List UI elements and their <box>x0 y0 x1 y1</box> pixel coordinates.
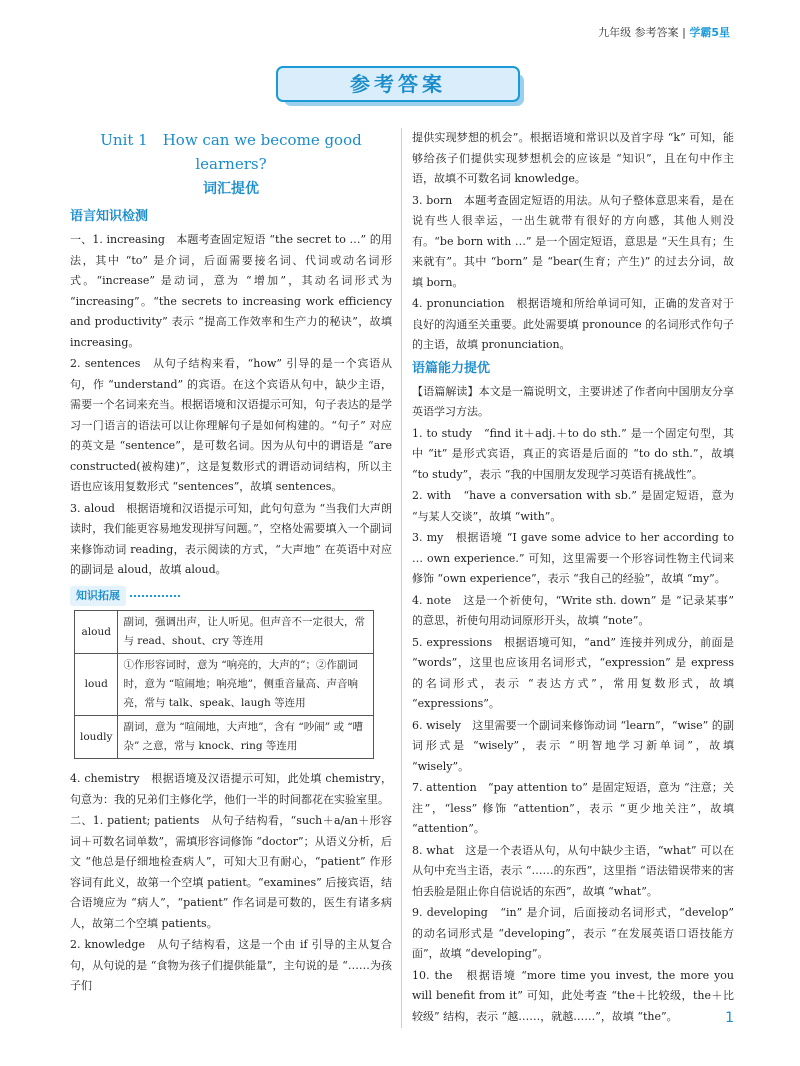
table-desc: 副词，强调出声，让人听见。但声音不一定很大，常与 read、shout、cry 等连用 <box>118 611 374 654</box>
left-column <box>70 128 392 998</box>
section-heading: 语篇能力提优 <box>412 360 491 376</box>
table-row <box>75 716 374 759</box>
answer-paragraph: 3. aloud 根据语境和汉语提示可知，此句句意为 “当我们大声朗读时，我们能更容易地发现拼写问题。”，空格处需要填入一个副词来修饰动词 reading，表示阅读的方式，“大声地” 在英语中对应的副词是 aloud，故填 aloud。 <box>70 501 392 576</box>
answer-paragraph: 4. chemistry 根据语境及汉语提示可知，此处填 chemistry，句意为：我的兄弟们主修化学，他们一半的时间都花在实验室里。 <box>70 772 392 806</box>
answer-paragraph: 二、1. patient; patients 从句子结构看，“such＋a/an＋形容词＋可数名词单数”，需填形容词修饰 “doctor”；从语义分析，后文 “他总是仔细地检查病人”，可知大卫有耐心，“patient” 作形容词有此义，故第一个空填 patient。“examines” 后接宾语，结合语境应为 “病人”，“patient” 作名词是可数的，医生有诸多病人，故第二个空填 patients。 <box>70 814 392 930</box>
section-heading: 语言知识检测 <box>70 209 149 224</box>
right-column <box>412 128 734 1028</box>
answer-paragraph: 4. pronunciation 根据语境和所给单词可知，正确的发音对于良好的沟通至关重要。此处需要填 pronounce 的名词形式作句子的主语，故填 pronunciation。 <box>412 297 734 351</box>
answer-paragraph: 1. to study “find it＋adj.＋to do sth.” 是一个固定句型，其中 “it” 是形式宾语，真正的宾语是后面的 “to do sth.”，故填 “to study”，表示 “我的中国朋友发现学习英语有挑战性”。 <box>412 426 734 481</box>
page-header: 九年级 参考答案 | 学霸5星 <box>598 26 730 39</box>
answer-paragraph: 9. developing “in” 是介词，后面接动名词形式，“develop” 的动名词形式是 “developing”，表示 “在发展英语口语技能方面”，故填 “developing”。 <box>412 906 734 960</box>
grade-label: 九年级 <box>598 26 632 39</box>
table-row <box>75 654 374 716</box>
brand-logo: 学霸5星 <box>689 26 730 39</box>
section-label: 参考答案 <box>634 26 679 39</box>
table-word: loud <box>75 654 118 716</box>
answer-paragraph: 10. the 根据语境 “more time you invest, the more you will benefit from it” 可知，此处考查 “the＋比较级，the＋比较级” 结构，表示 “越……，就越……”，故填 “the”。 <box>412 968 734 1023</box>
knowledge-table <box>74 610 374 759</box>
table-word: loudly <box>75 716 118 759</box>
answer-paragraph: 4. note 这是一个祈使句，“Write sth. down” 是 “记录某事” 的意思，祈使句用动词原形开头，故填 “note”。 <box>412 593 734 627</box>
answer-paragraph: 2. sentences 从句子结构来看，“how” 引导的是一个宾语从句，作 “understand” 的宾语。在这个宾语从句中，缺少主语，需要一个名词来充当。根据语境和汉语提示可知，句子表达的是学习一门语言的语法可以让你理解句子是如何构建的。“句子” 对应的英文是 “sentence”，是可数名词。因为从句中的谓语是 “are constructed(被构建)”，这是复数形式的谓语动词结构，所以主语也应该用复数形式 “sentences”，故填 sentences。 <box>70 357 392 493</box>
answer-paragraph: 3. my 根据语境 “I gave some advice to her according to … own experience.” 可知，这里需要一个形容词性物主代词来修饰 “own experience”，表示 “我自己的经验”，故填 “my”。 <box>412 531 734 585</box>
banner-title: 参考答案 <box>350 72 446 96</box>
passage-summary: 【语篇解读】本文是一篇说明文，主要讲述了作者向中国朋友分享英语学习方法。 <box>412 384 734 418</box>
answer-paragraph: 2. with “have a conversation with sb.” 是固定短语，意为 “与某人交谈”，故填 “with”。 <box>412 489 734 523</box>
table-row <box>75 611 374 654</box>
table-word: aloud <box>75 611 118 654</box>
table-desc: 副词，意为 “喧闹地，大声地”，含有 “吵闹” 或 “嘈杂” 之意，常与 knock、ring 等连用 <box>118 716 374 759</box>
page-number: 1 <box>725 1010 734 1026</box>
answer-paragraph: 5. expressions 根据语境可知，“and” 连接并列成分，前面是 “words”，这里也应该用名词形式，“expression” 是 express 的名词形式，表示 “表达方式”，常用复数形式，故填 “expressions”。 <box>412 635 734 710</box>
knowledge-extension-label: 知识拓展 <box>70 586 126 607</box>
answer-paragraph: 一、1. increasing 本题考查固定短语 “the secret to …” 的用法，其中 “to” 是介词，后面需要接名词、代词或动名词形式。“increase” 是动词，意为 “增加”，其动名词形式为 “increasing”。“the secrets to increasing work efficiency and productivity” 表示 “提高工作效率和生产力的秘诀”，故填 increasing。 <box>70 233 392 349</box>
column-divider <box>401 128 402 1028</box>
sub-title: 词汇提优 <box>203 181 259 197</box>
answer-paragraph: 2. knowledge 从句子结构看，这是一个由 if 引导的主从复合句，从句说的是 “食物为孩子们提供能量”，主句说的是 “……为孩子们 <box>70 938 392 992</box>
answer-paragraph: 8. what 这是一个表语从句，从句中缺少主语，“what” 可以在从句中充当主语，表示 “……的东西”，这里指 “语法错误带来的害怕丢脸是阻止你自信说话的东西”，故填 “what”。 <box>412 843 734 898</box>
table-desc: ①作形容词时，意为 “响亮的，大声的”；②作副词时，意为 “喧闹地；响亮地”，侧重音量高、声音响亮，常与 talk、speak、laugh 等连用 <box>118 654 374 716</box>
unit-title: Unit 1 How can we become good learners? <box>100 131 362 173</box>
answer-paragraph: 提供实现梦想的机会”。根据语境和常识以及首字母 “k” 可知，能够给孩子们提供实现梦想机会的应该是 “知识”，且在句中作主语，故填不可数名词 knowledge。 <box>412 131 734 185</box>
answer-paragraph: 7. attention “pay attention to” 是固定短语，意为 “注意；关注”，“less” 修饰 “attention”，表示 “更少地关注”，故填 “attention”。 <box>412 781 734 835</box>
answer-paragraph: 3. born 本题考查固定短语的用法。从句子整体意思来看，是在说有些人很幸运，一出生就带有很好的方向感，其他人则没有。“be born with …” 是一个固定短语，意思是 “天生具有；生来就有”。其中 “born” 是 “bear(生育；产生)” 的过去分词，故填 born。 <box>412 193 734 289</box>
title-banner <box>276 66 524 106</box>
answer-paragraph: 6. wisely 这里需要一个副词来修饰动词 “learn”，“wise” 的副词形式是 “wisely”，表示 “明智地学习新单词”，故填 “wisely”。 <box>412 718 734 773</box>
